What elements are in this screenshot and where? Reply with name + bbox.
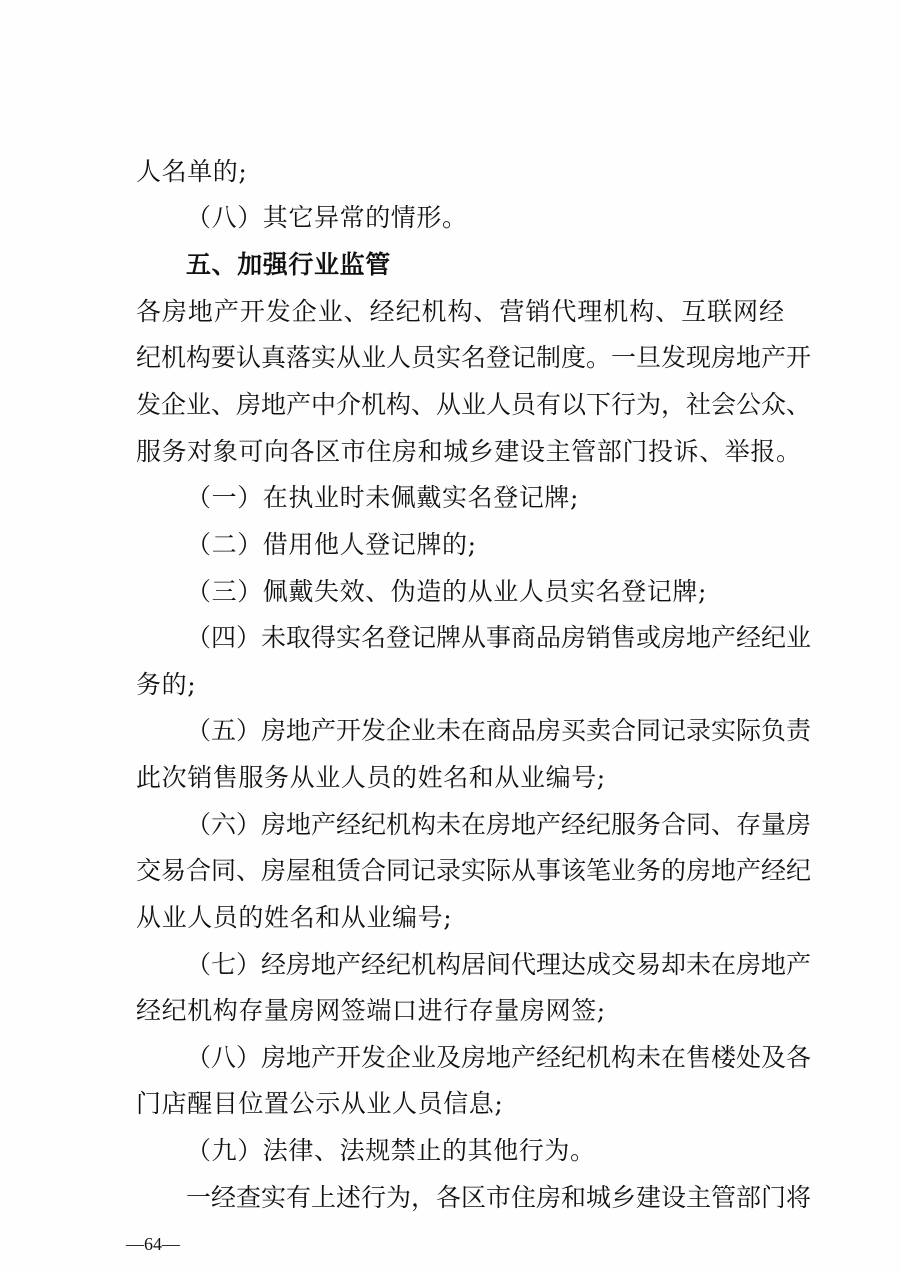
list-item: （七）经房地产经纪机构居间代理达成交易却未在房地产 [186,950,812,979]
text-line: 一经查实有上述行为，各区市住房和城乡建设主管部门将 [186,1183,812,1212]
list-item: （八）房地产开发企业及房地产经纪机构未在售楼处及各 [186,1043,812,1072]
text-line: 纪机构要认真落实从业人员实名登记制度。一旦发现房地产开 [136,343,812,372]
list-item: （二）借用他人登记牌的; [186,530,477,559]
list-item: （五）房地产开发企业未在商品房买卖合同记录实际负责 [186,716,812,745]
text-line: 服务对象可向各区市住房和城乡建设主管部门投诉、举报。 [136,437,802,466]
text-line: （八）其它异常的情形。 [186,203,468,232]
list-item: （四）未取得实名登记牌从事商品房销售或房地产经纪业 [186,623,812,652]
section-heading: 五、加强行业监管 [186,250,391,279]
list-item: （六）房地产经纪机构未在房地产经纪服务合同、存量房 [186,810,812,839]
list-item: （三）佩戴失效、伪造的从业人员实名登记牌; [186,577,708,606]
text-line: 人名单的; [136,157,248,186]
text-line: 从业人员的姓名和从业编号; [136,903,453,932]
text-line: 门店醒目位置公示从业人员信息; [136,1089,504,1118]
text-line: 发企业、房地产中介机构、从业人员有以下行为，社会公众、 [136,390,812,419]
text-line: 务的; [136,670,197,699]
page-number: —64— [126,1234,180,1254]
list-item: （九）法律、法规禁止的其他行为。 [186,1136,596,1165]
list-item: （一）在执业时未佩戴实名登记牌; [186,483,580,512]
text-line: 经纪机构存量房网签端口进行存量房网签; [136,996,606,1025]
text-line: 此次销售服务从业人员的姓名和从业编号; [136,763,606,792]
text-line: 交易合同、房屋租赁合同记录实际从事该笔业务的房地产经纪 [136,856,812,885]
text-line: 各房地产开发企业、经纪机构、营销代理机构、互联网经 [136,297,784,326]
